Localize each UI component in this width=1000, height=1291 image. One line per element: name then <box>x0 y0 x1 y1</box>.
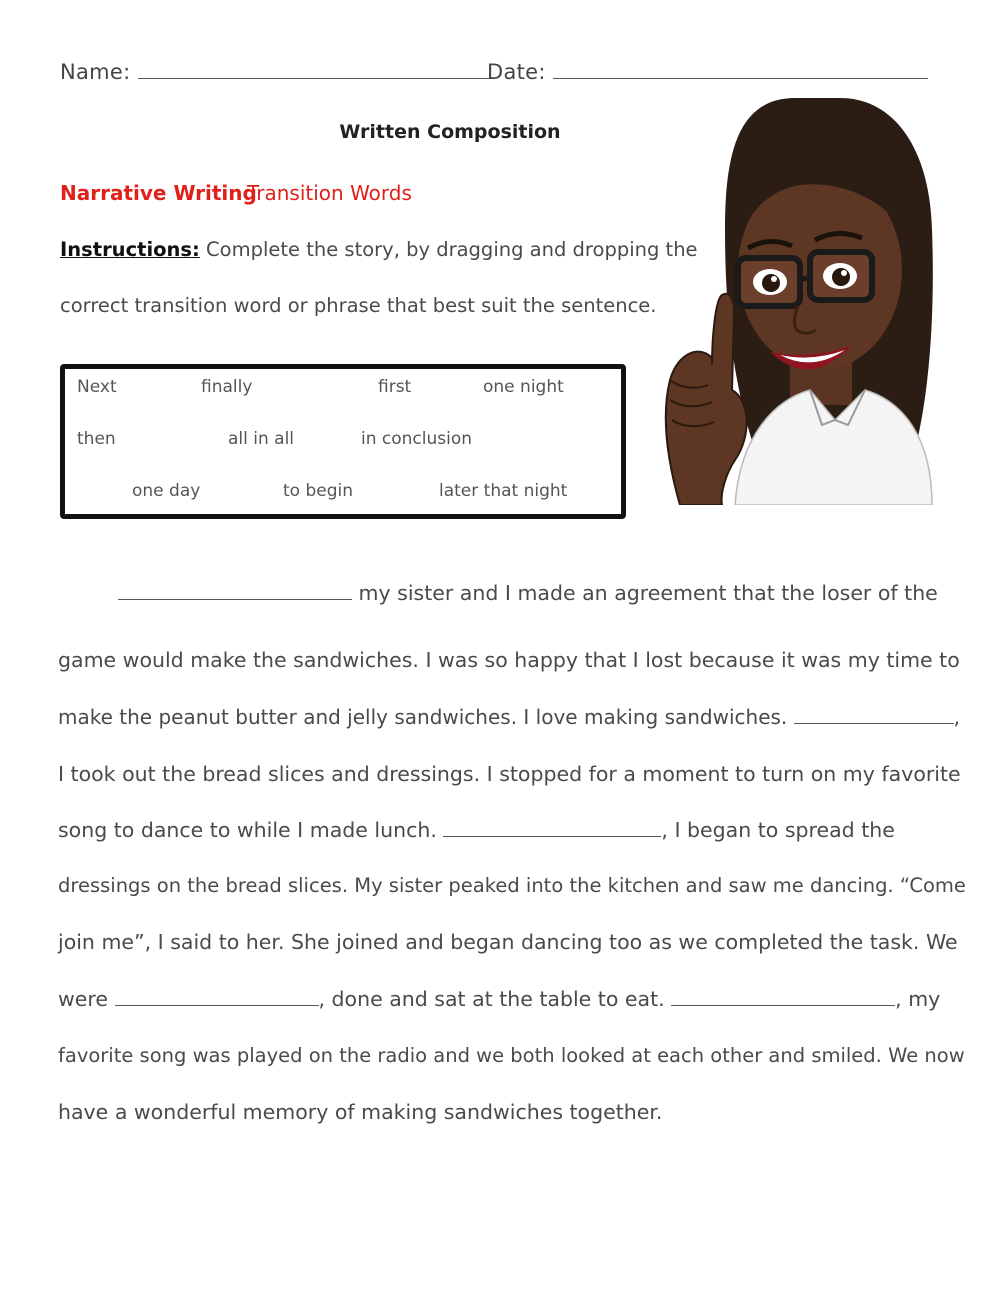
teacher-avatar-image <box>640 90 935 505</box>
date-line <box>487 58 928 84</box>
story-line-4: I took out the bread slices and dressings. I stopped for a moment to turn on my favorite <box>58 762 961 786</box>
subtitle-transition: Transition Words <box>247 181 412 205</box>
instructions-line-2: correct transition word or phrase that best suit the sentence. <box>60 294 657 317</box>
answer-blank-5[interactable] <box>671 987 895 1006</box>
story-line-8: were , done and sat at the table to eat. , my <box>58 987 941 1011</box>
story-line-6: dressings on the bread slices. My sister peaked into the kitchen and saw me dancing. “Come <box>58 874 966 897</box>
word-chip[interactable]: one day <box>132 481 201 501</box>
name-line <box>60 58 493 84</box>
story-line-7: join me”, I said to her. She joined and began dancing too as we completed the task. We <box>58 930 958 954</box>
word-chip[interactable]: in conclusion <box>361 429 473 449</box>
word-chip[interactable]: Next <box>77 377 117 397</box>
date-label: Date: <box>487 60 546 84</box>
subtitle-narrative: Narrative Writing <box>60 181 257 205</box>
instructions-label: Instructions: <box>60 238 200 261</box>
word-chip[interactable]: finally <box>201 377 253 397</box>
answer-blank-2[interactable] <box>794 705 954 724</box>
story-line-9: favorite song was played on the radio and we both looked at each other and smiled. We now <box>58 1044 965 1067</box>
story-line-5: song to dance to while I made lunch. , I began to spread the <box>58 818 895 842</box>
word-chip[interactable]: first <box>378 377 412 397</box>
word-chip[interactable]: all in all <box>228 429 295 449</box>
word-chip[interactable]: then <box>77 429 116 449</box>
word-chip[interactable]: to begin <box>283 481 354 501</box>
name-label: Name: <box>60 60 131 84</box>
name-field[interactable] <box>138 58 493 79</box>
instructions-line-1: Instructions: Complete the story, by dragging and dropping the <box>60 238 698 261</box>
answer-blank-3[interactable] <box>443 818 661 837</box>
answer-blank-4[interactable] <box>115 987 319 1006</box>
story-line-10: have a wonderful memory of making sandwiches together. <box>58 1100 663 1124</box>
word-chip[interactable]: one night <box>483 377 564 397</box>
story-line-2: game would make the sandwiches. I was so happy that I lost because it was my time to <box>58 648 960 672</box>
story-line-1: my sister and I made an agreement that the loser of the <box>118 581 938 605</box>
answer-blank-1[interactable] <box>118 581 352 600</box>
date-field[interactable] <box>553 58 928 79</box>
story-line-3: make the peanut butter and jelly sandwiches. I love making sandwiches. , <box>58 705 961 729</box>
word-chip[interactable]: later that night <box>439 481 568 501</box>
page-title: Written Composition <box>339 121 561 143</box>
